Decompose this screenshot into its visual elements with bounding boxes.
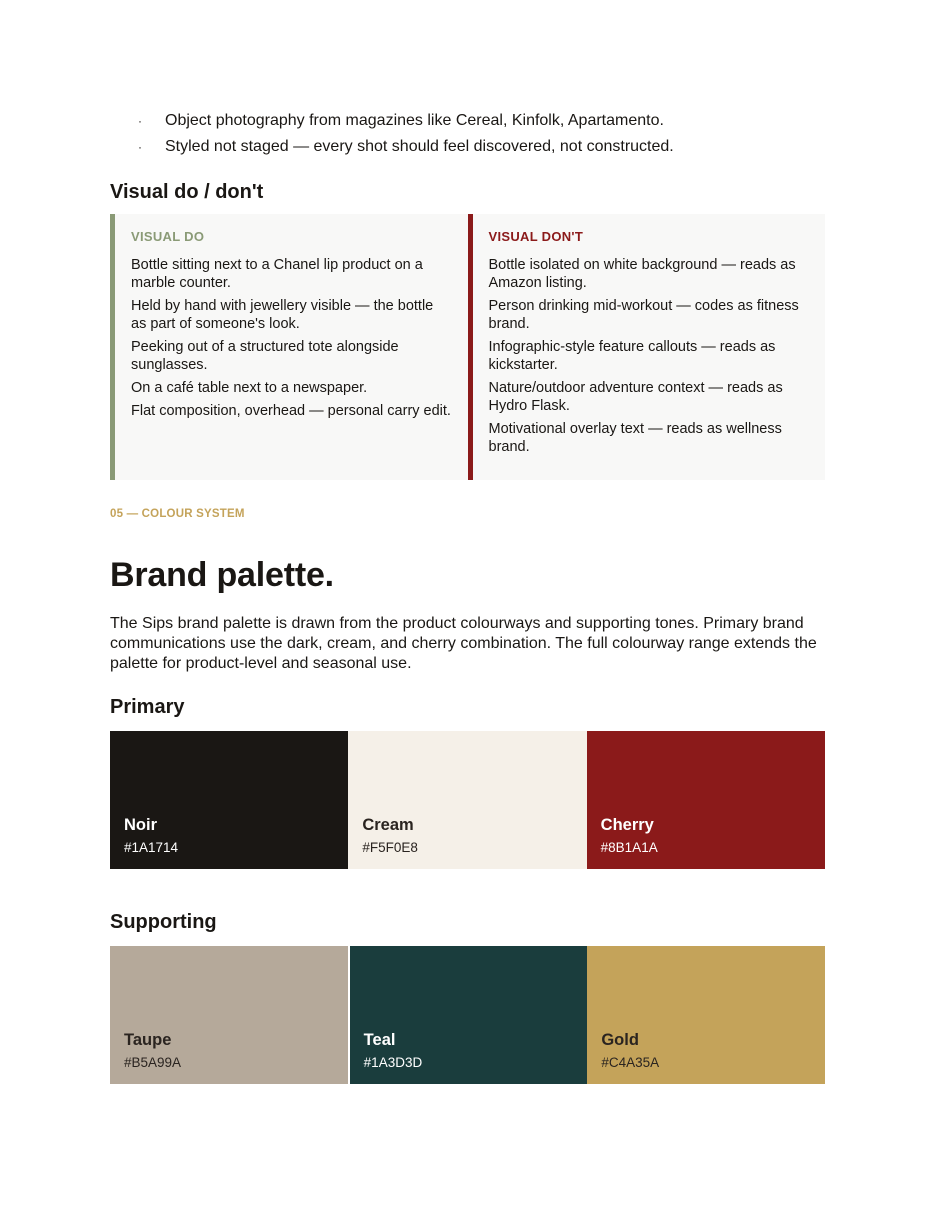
swatch-noir	[110, 731, 348, 869]
visual-do-dont-panel	[110, 214, 825, 480]
intro-paragraph: The Sips brand palette is drawn from the product colourways and supporting tones. Primary brand communications use the dark, cream, and cherry combination. The full colourway range extends the palette for product-level and seasonal use.	[110, 615, 817, 672]
primary-heading: Primary	[110, 696, 185, 718]
visual-do-item: Held by hand with jewellery visible — the bottle as part of someone's look.	[131, 298, 434, 332]
bullet-text: Object photography from magazines like Cereal, Kinfolk, Apartamento.	[165, 112, 664, 129]
visual-do-label: VISUAL DO	[131, 229, 205, 244]
visual-do-item: On a café table next to a newspaper.	[131, 380, 368, 396]
swatch-cream	[348, 731, 586, 869]
page-title: Brand palette.	[110, 556, 334, 594]
swatch-hex: #1A3D3D	[363, 1055, 423, 1070]
visual-do-item: Peeking out of a structured tote alongside sunglasses.	[131, 339, 399, 373]
bullet-dot-icon: ·	[138, 140, 142, 154]
primary-swatches	[110, 731, 825, 869]
swatch-name: Noir	[124, 816, 157, 834]
swatch-hex: #B5A99A	[124, 1055, 182, 1070]
section-tag: 05 — COLOUR SYSTEM	[110, 508, 245, 520]
supporting-swatches	[110, 946, 825, 1084]
visual-dont-column	[468, 214, 826, 480]
visual-dont-item: Person drinking mid-workout — codes as fitness brand.	[488, 298, 799, 332]
supporting-heading: Supporting	[110, 911, 217, 933]
bullet-dot-icon: ·	[138, 114, 142, 128]
swatch-hex: #C4A35A	[601, 1055, 660, 1070]
document-page	[110, 108, 825, 1084]
swatch-gold	[587, 946, 825, 1084]
bullet-text: Styled not staged — every shot should feel discovered, not constructed.	[165, 138, 674, 155]
bullet-item	[138, 134, 825, 160]
swatch-hex: #8B1A1A	[600, 840, 658, 855]
bullet-item	[138, 108, 825, 134]
swatch-taupe	[110, 946, 348, 1084]
visual-do-item: Bottle sitting next to a Chanel lip product on a marble counter.	[131, 257, 423, 291]
visual-do-item: Flat composition, overhead — personal carry edit.	[131, 403, 451, 419]
swatch-teal	[348, 946, 588, 1084]
visual-dont-item: Infographic-style feature callouts — reads as kickstarter.	[488, 339, 776, 373]
swatch-hex: #1A1714	[124, 840, 179, 855]
swatch-name: Gold	[601, 1031, 639, 1049]
swatch-hex: #F5F0E8	[362, 840, 418, 855]
swatch-name: Cherry	[600, 816, 654, 834]
swatch-name: Taupe	[124, 1031, 172, 1049]
visual-dont-item: Bottle isolated on white background — reads as Amazon listing.	[488, 257, 796, 291]
visual-dont-item: Nature/outdoor adventure context — reads as Hydro Flask.	[488, 380, 783, 414]
swatch-name: Cream	[362, 816, 414, 834]
visual-dont-label: VISUAL DON'T	[488, 229, 584, 244]
visual-do-dont-heading: Visual do / don't	[110, 181, 264, 203]
swatch-cherry	[587, 731, 825, 869]
bullet-list	[110, 108, 825, 160]
swatch-name: Teal	[363, 1031, 396, 1049]
visual-do-column	[110, 214, 468, 480]
visual-dont-item: Motivational overlay text — reads as wellness brand.	[488, 421, 782, 455]
